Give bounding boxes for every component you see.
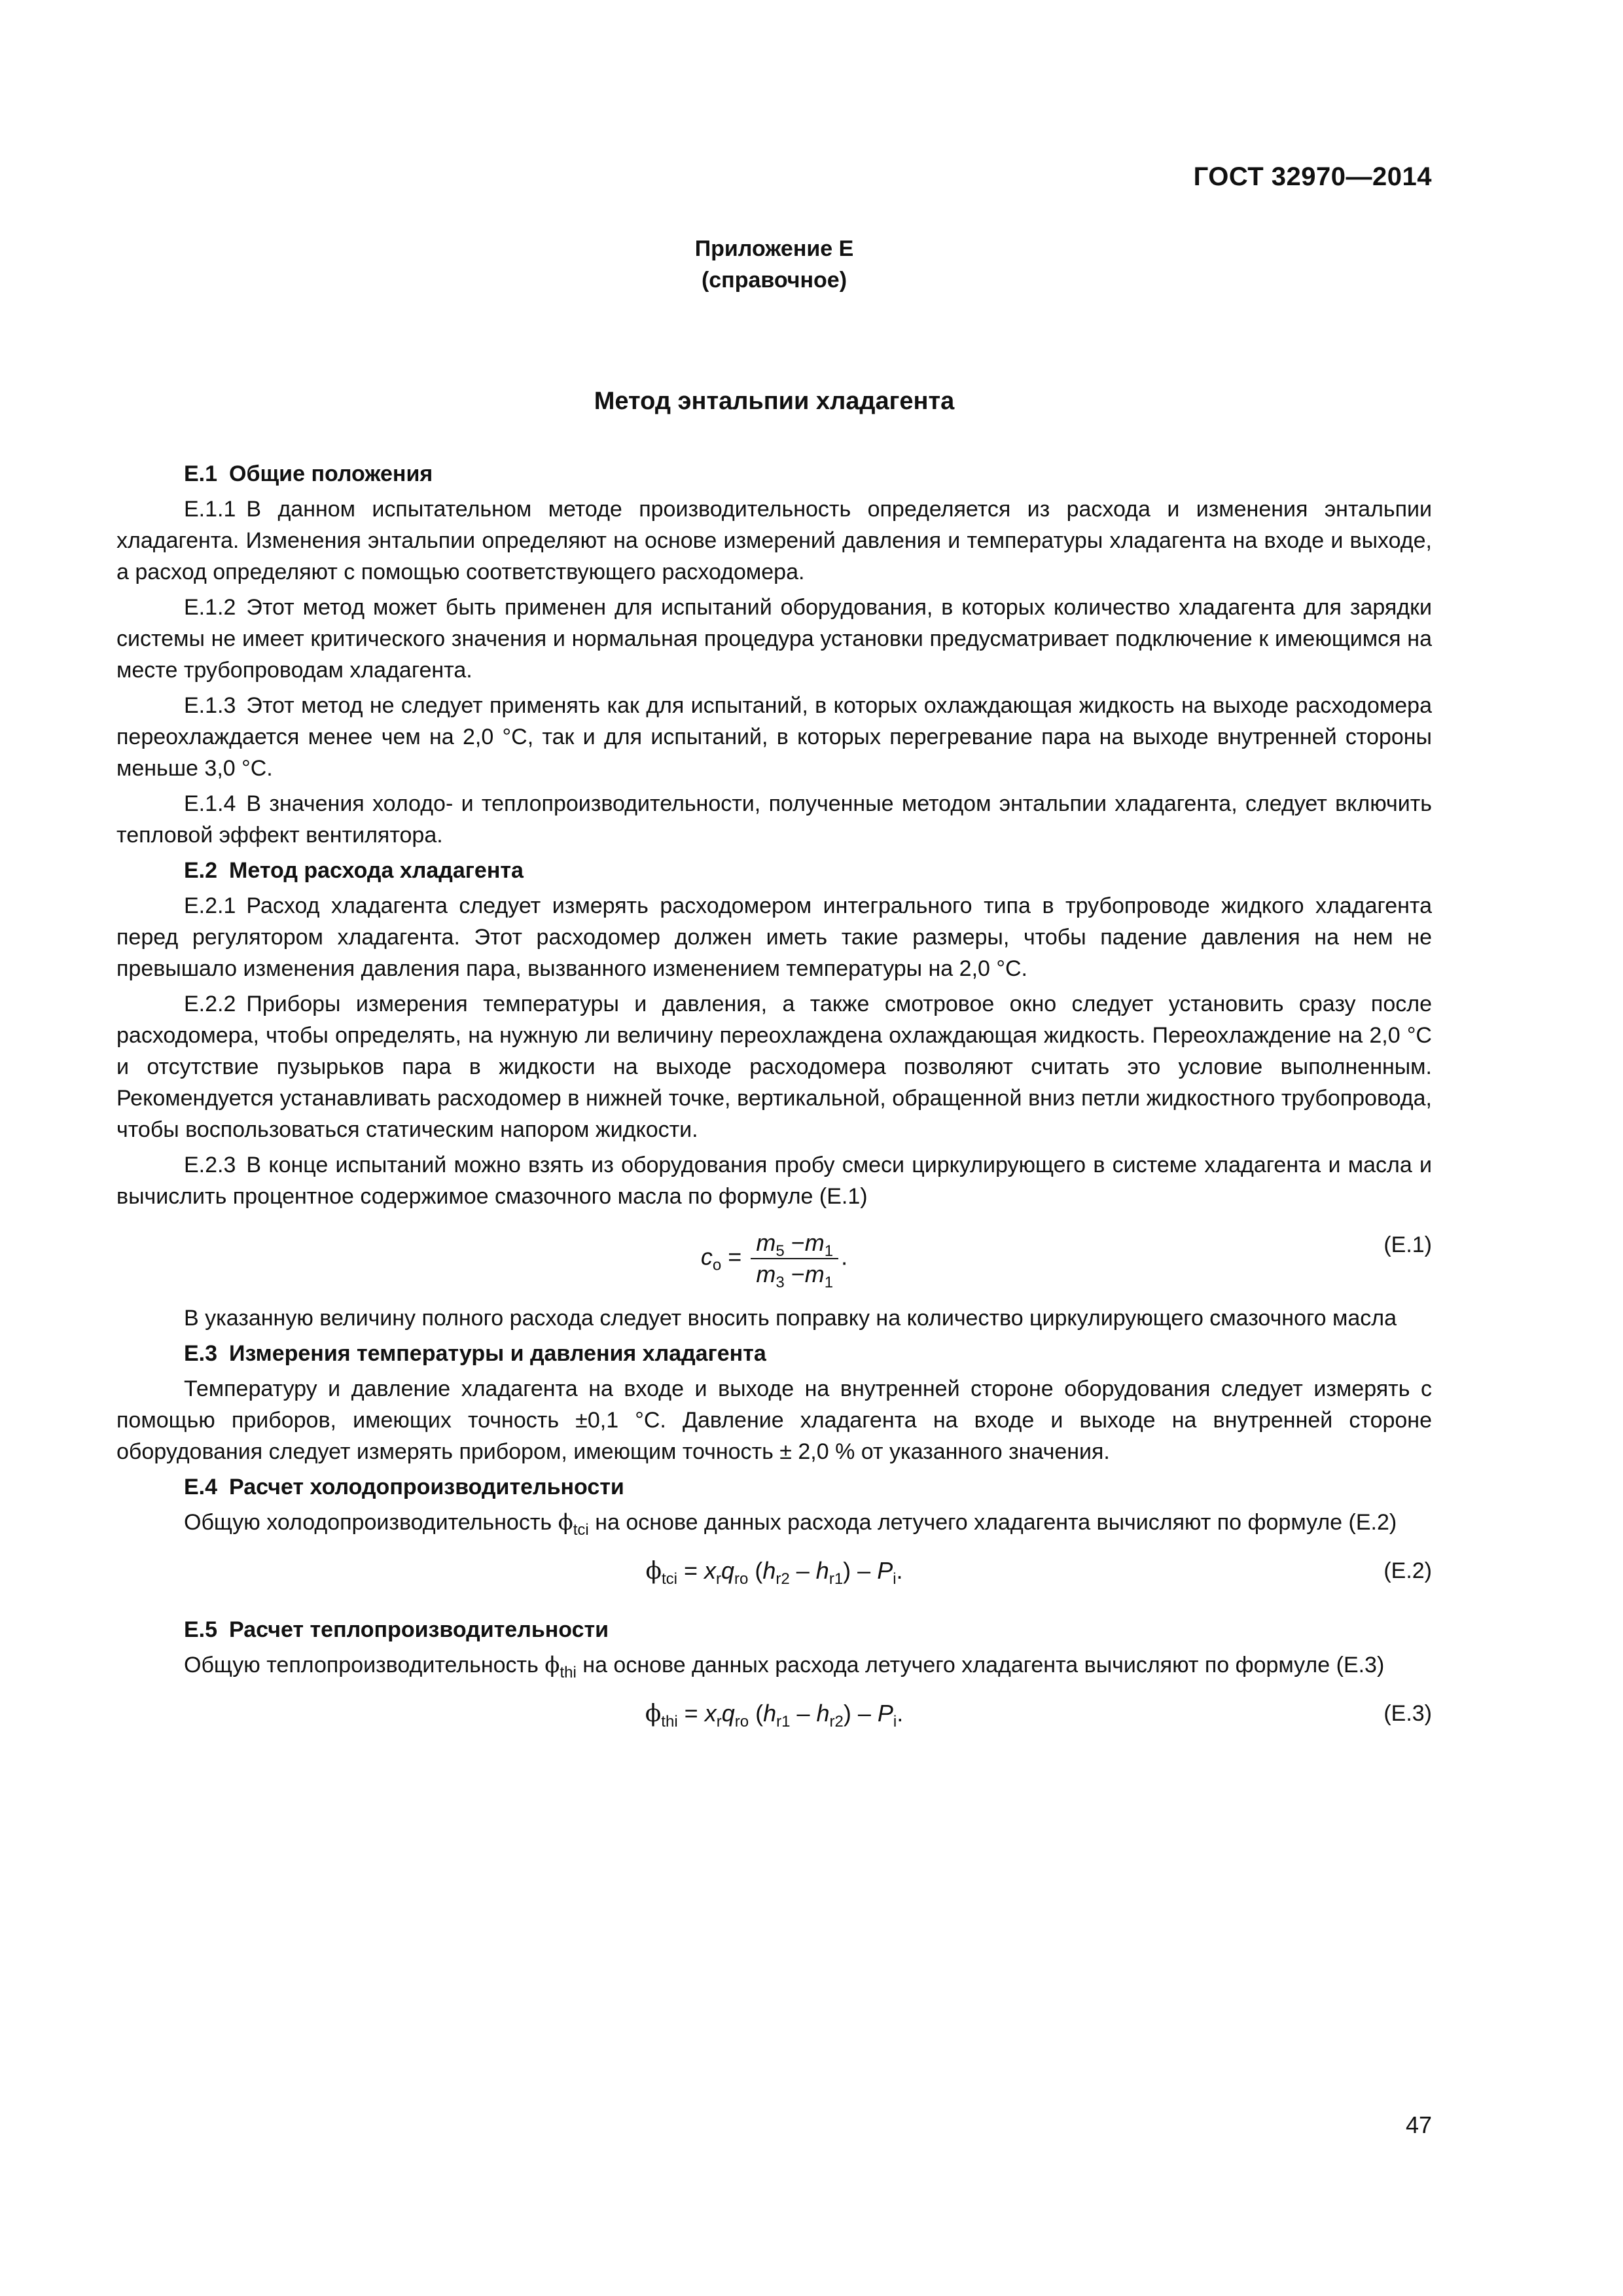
operator: ( xyxy=(748,1557,763,1584)
subscript: 1 xyxy=(824,1242,834,1260)
section-e5-heading xyxy=(116,1614,1432,1645)
appendix-status: (справочное) xyxy=(701,268,847,293)
appendix-heading xyxy=(116,233,1432,296)
subscript: thi xyxy=(560,1664,577,1681)
clause-number: Е.1.4 xyxy=(184,791,236,816)
subscript: ro xyxy=(734,1570,749,1588)
section-title: Расчет теплопроизводительности xyxy=(229,1617,609,1642)
section-e3-heading xyxy=(116,1338,1432,1369)
subscript: r xyxy=(716,1570,722,1588)
subscript: tci xyxy=(573,1521,589,1539)
paragraph-e1-2 xyxy=(116,592,1432,686)
paragraph-e2-note: В указанную величину полного расхода следует вносить поправку на количество циркулирующего смазочного масла xyxy=(184,1306,1397,1331)
symbol: q xyxy=(721,1557,735,1584)
subscript: r1 xyxy=(829,1570,844,1588)
paragraph-text: Расход хладагента следует измерять расходомером интегрального типа в трубопроводе жидкого хладагента перед регулятором хладагента. Этот расходомер должен иметь такие размеры, чтобы падение давления на нем не превышало изменения давления пара, вызванного изменением температуры на 2,0 °С. xyxy=(116,893,1432,981)
symbol: x xyxy=(704,1557,717,1584)
section-title: Измерения температуры и давления хладагента xyxy=(229,1341,766,1366)
clause-number: Е.1.1 xyxy=(184,497,236,522)
paragraph-text: Приборы измерения температуры и давления, а также смотровое окно следует установить сразу после расходомера, чтобы определять, на нужную ли величину переохлаждена охлаждающая жидкость. Переохлаждение на 2,0 °С и отсутствие пузырьков пара в жидкости на выходе расходомера позволяют считать это условие выполненным. Рекомендуется устанавливать расходомер в нижней точке, вертикальной, обращенной вниз петли жидкостного трубопровода, чтобы воспользоваться статическим напором жидкости. xyxy=(116,992,1432,1142)
paragraph-text: Этот метод не следует применять как для испытаний, в которых охлаждающая жидкость на выходе расходомера переохлаждается менее чем на 2,0 °С, так и для испытаний, в которых перегревание пара на выходе внутренней стороны меньше 3,0 °С. xyxy=(116,693,1432,781)
paragraph-e1-1 xyxy=(116,493,1432,588)
symbol: x xyxy=(704,1700,717,1727)
document-page xyxy=(116,0,1432,2296)
symbol: c xyxy=(700,1243,713,1270)
subscript: 1 xyxy=(824,1274,834,1291)
subscript: r2 xyxy=(829,1713,844,1731)
symbol: h xyxy=(763,1700,777,1727)
formula-e3-expression xyxy=(116,1696,1432,1731)
subscript: thi xyxy=(661,1713,678,1731)
punctuation: . xyxy=(841,1243,848,1270)
paragraph-text: на основе данных расхода летучего хладагента вычисляют по формуле (Е.3) xyxy=(582,1653,1385,1677)
document-body xyxy=(116,458,1432,1757)
formula-e3-number: (Е.3) xyxy=(1383,1701,1432,1726)
formula-e2-expression xyxy=(116,1554,1432,1588)
clause-number: Е.2.1 xyxy=(184,893,236,918)
phi-symbol: ϕ xyxy=(645,1558,662,1585)
section-number: Е.4 xyxy=(184,1475,218,1499)
symbol: m xyxy=(756,1261,776,1287)
clause-number: Е.1.3 xyxy=(184,693,236,718)
operator: = xyxy=(677,1700,705,1727)
paragraph-e5 xyxy=(116,1649,1432,1681)
fraction xyxy=(751,1228,838,1289)
subscript: i xyxy=(893,1570,897,1588)
subscript: tci xyxy=(661,1570,677,1588)
section-title: Расчет холодопроизводительности xyxy=(229,1475,624,1499)
standard-designation: ГОСТ 32970—2014 xyxy=(1193,162,1432,191)
subscript: r2 xyxy=(776,1570,790,1588)
section-number: Е.1 xyxy=(184,461,218,486)
paragraph-text: Этот метод может быть применен для испытаний оборудования, в которых количество хладагента для зарядки системы не имеет критического значения и нормальная процедура установки предусматривает подключение к имеющимся на месте трубопроводам хладагента. xyxy=(116,595,1432,683)
page-number: 47 xyxy=(1405,2111,1432,2138)
symbol: q xyxy=(721,1700,735,1727)
subscript: i xyxy=(893,1713,897,1731)
paragraph-e4 xyxy=(116,1507,1432,1538)
phi-symbol: ϕ xyxy=(544,1652,560,1678)
formula-e1-number: (Е.1) xyxy=(1383,1232,1432,1257)
clause-number: Е.2.3 xyxy=(184,1153,236,1177)
section-title: Общие положения xyxy=(229,461,433,486)
paragraph-e2-1 xyxy=(116,890,1432,984)
section-number: Е.2 xyxy=(184,858,218,883)
paragraph-text: Общую холодопроизводительность xyxy=(184,1510,552,1535)
clause-number: Е.2.2 xyxy=(184,992,236,1016)
operator: ( xyxy=(749,1700,764,1727)
formula-e3 xyxy=(116,1685,1432,1748)
paragraph-text: В данном испытательном методе производительность определяется из расхода и изменения энтальпии хладагента. Изменения энтальпии определяют на основе измерений давления и температуры хладагента на входе и выходе, а расход определяют с помощью соответствующего расходомера. xyxy=(116,497,1432,584)
operator: − xyxy=(784,1261,805,1287)
operator: ) – xyxy=(843,1557,878,1584)
appendix-label: Приложение Е xyxy=(694,236,854,261)
formula-e1 xyxy=(116,1216,1432,1291)
section-e1-heading xyxy=(116,458,1432,490)
appendix-title: Метод энтальпии хладагента xyxy=(594,387,955,415)
subscript: r1 xyxy=(776,1713,791,1731)
clause-number: Е.1.2 xyxy=(184,595,236,620)
operator: = xyxy=(677,1557,705,1584)
operator: ) – xyxy=(843,1700,878,1727)
phi-symbol: ϕ xyxy=(645,1700,662,1727)
paragraph-text: Общую теплопроизводительность xyxy=(184,1653,539,1677)
symbol: h xyxy=(762,1557,776,1584)
symbol: h xyxy=(816,1700,830,1727)
section-e4-heading xyxy=(116,1471,1432,1503)
operator: – xyxy=(789,1557,816,1584)
punctuation: . xyxy=(897,1700,904,1727)
paragraph-text: В конце испытаний можно взять из оборудования пробу смеси циркулирующего в системе хладагента и масла и вычислить процентное содержимое смазочного масла по формуле (Е.1) xyxy=(116,1153,1432,1209)
formula-e2 xyxy=(116,1542,1432,1605)
paragraph-e1-4 xyxy=(116,788,1432,851)
section-number: Е.5 xyxy=(184,1617,218,1642)
section-e2-heading xyxy=(116,855,1432,886)
symbol: m xyxy=(756,1229,776,1256)
paragraph-e2-2 xyxy=(116,988,1432,1145)
subscript: o xyxy=(712,1256,722,1274)
operator: − xyxy=(784,1229,805,1256)
symbol: h xyxy=(815,1557,829,1584)
numerator xyxy=(751,1228,838,1259)
subscript: 3 xyxy=(776,1274,785,1291)
symbol: P xyxy=(877,1700,893,1727)
paragraph-text: на основе данных расхода летучего хладагента вычисляют по формуле (Е.2) xyxy=(595,1510,1397,1535)
paragraph-e1-3 xyxy=(116,690,1432,784)
formula-e2-number: (Е.2) xyxy=(1383,1558,1432,1583)
section-title: Метод расхода хладагента xyxy=(229,858,524,883)
paragraph-e3: Температуру и давление хладагента на входе и выходе на внутренней стороне оборудования следует измерять с помощью приборов, имеющих точность ±0,1 °С. Давление хладагента на входе и выходе на внутренней стороне оборудования следует измерять прибором, имеющим точность ± 2,0 % от указанного значения. xyxy=(116,1376,1432,1464)
symbol: P xyxy=(877,1557,893,1584)
subscript: 5 xyxy=(776,1242,785,1260)
subscript: ro xyxy=(734,1713,749,1731)
operator: – xyxy=(790,1700,817,1727)
subscript: r xyxy=(716,1713,722,1731)
symbol: m xyxy=(804,1261,825,1287)
denominator xyxy=(751,1259,838,1289)
paragraph-text: В значения холодо- и теплопроизводительности, полученные методом энтальпии хладагента, следует включить тепловой эффект вентилятора. xyxy=(116,791,1432,848)
phi-symbol: ϕ xyxy=(558,1509,573,1535)
symbol: m xyxy=(804,1229,825,1256)
paragraph-e2-3 xyxy=(116,1149,1432,1212)
operator: = xyxy=(721,1243,749,1270)
formula-e1-expression xyxy=(116,1228,1432,1289)
section-number: Е.3 xyxy=(184,1341,218,1366)
punctuation: . xyxy=(896,1557,903,1584)
